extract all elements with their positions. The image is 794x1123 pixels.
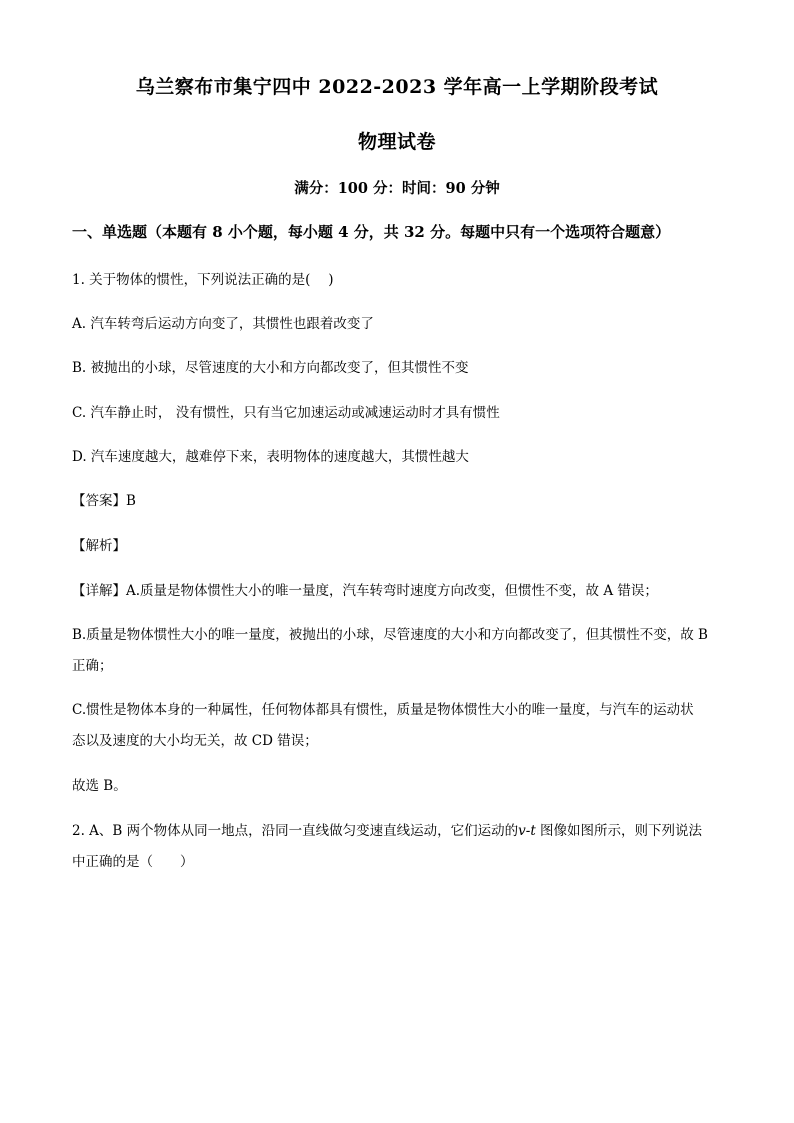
- detail-line-4: C.惯性是物体本身的一种属性，任何物体都具有惯性，质量是物体惯性大小的唯一量度，与汽车的运动状: [72, 702, 694, 718]
- school-title: 乌兰察布市集宁四中 2022-2023 学年高一上学期阶段考试: [135, 76, 659, 98]
- detail-line-3: 正确；: [72, 658, 113, 674]
- question-2-stem-line-2: 中正确的是（ ）: [72, 854, 194, 870]
- detail-line-1: 【详解】A.质量是物体惯性大小的唯一量度，汽车转弯时速度方向改变，但惯性不变，故 A 错误；: [72, 583, 658, 599]
- analysis-label: 【解析】: [72, 538, 126, 554]
- question-1-option-c: C. 汽车静止时， 没有惯性，只有当它加速运动或减速运动时才具有惯性: [72, 405, 500, 421]
- question-1-option-b: B. 被抛出的小球，尽管速度的大小和方向都改变了，但其惯性不变: [72, 360, 469, 376]
- question-1-stem: 1. 关于物体的惯性，下列说法正确的是( ): [72, 272, 334, 288]
- detail-line-2: B.质量是物体惯性大小的唯一量度，被抛出的小球，尽管速度的大小和方向都改变了，但其惯性不变，故 B: [72, 627, 708, 643]
- subject-title: 物理试卷: [357, 131, 436, 153]
- detail-line-6: 故选 B。: [72, 778, 127, 794]
- question-1-option-a: A. 汽车转弯后运动方向变了，其惯性也跟着改变了: [72, 316, 374, 332]
- question-2-stem-part-a: 2. A、B 两个物体从同一地点，沿同一直线做匀变速直线运动，它们运动的: [72, 823, 519, 839]
- question-1-option-d: D. 汽车速度越大，越难停下来，表明物体的速度越大，其惯性越大: [72, 449, 469, 465]
- answer-label: 【答案】B: [72, 493, 136, 509]
- section-heading: 一、单选题（本题有 8 小个题，每小题 4 分，共 32 分。每题中只有一个选项符合题意）: [72, 223, 671, 241]
- score-time-line: 满分：100 分：时间：90 分钟: [294, 180, 500, 197]
- detail-line-5: 态以及速度的大小均无关，故 CD 错误；: [72, 733, 318, 749]
- vt-graph-symbol: v-t: [518, 823, 536, 839]
- question-2-stem-part-b: 图像如图所示，则下列说法: [535, 823, 703, 839]
- question-2-stem-line-1: [72, 819, 702, 839]
